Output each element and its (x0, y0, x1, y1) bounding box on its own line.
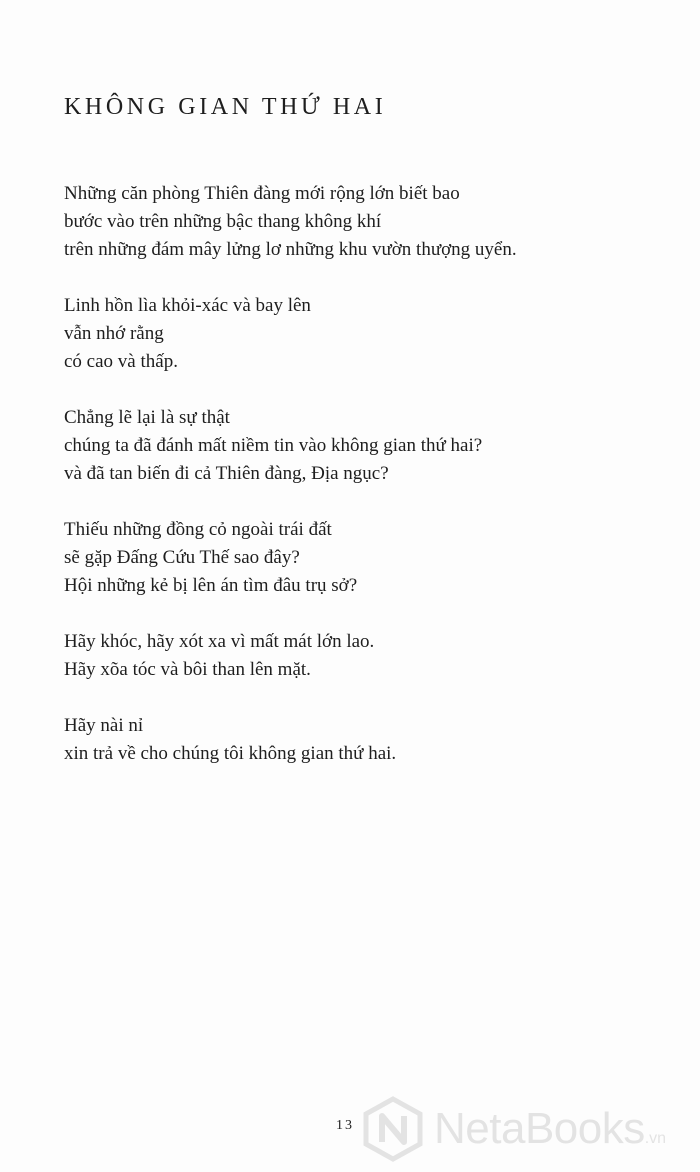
poem-line: Những căn phòng Thiên đàng mới rộng lớn biết bao (64, 183, 460, 204)
stanza-5 (64, 628, 664, 684)
poem-body (64, 180, 664, 796)
poem-line: có cao và thấp. (64, 351, 178, 372)
poem-line: Thiếu những đồng cỏ ngoài trái đất (64, 519, 332, 540)
watermark-brand-name: NetaBooks (434, 1104, 645, 1153)
poem-line: Hãy khóc, hãy xót xa vì mất mát lớn lao. (64, 631, 375, 652)
poem-line: sẽ gặp Đấng Cứu Thế sao đây? (64, 547, 300, 568)
netabooks-watermark (360, 1096, 690, 1166)
poem-line: Chẳng lẽ lại là sự thật (64, 407, 230, 428)
poem-line: xin trả về cho chúng tôi không gian thứ hai. (64, 743, 397, 764)
poem-line: chúng ta đã đánh mất niềm tin vào không gian thứ hai? (64, 435, 483, 456)
poem-line: Linh hồn lìa khỏi-xác và bay lên (64, 295, 311, 316)
watermark-brand (434, 1104, 666, 1154)
poem-line: trên những đám mây lửng lơ những khu vườn thượng uyển. (64, 239, 517, 260)
stanza-3 (64, 404, 664, 488)
poem-title: KHÔNG GIAN THỨ HAI (64, 94, 387, 120)
stanza-1 (64, 180, 664, 264)
watermark-domain-suffix: .vn (644, 1130, 667, 1147)
poem-line: Hãy xõa tóc và bôi than lên mặt. (64, 659, 311, 680)
poem-line: Hội những kẻ bị lên án tìm đâu trụ sở? (64, 575, 358, 596)
poem-line: và đã tan biến đi cả Thiên đàng, Địa ngục? (64, 463, 389, 484)
stanza-4 (64, 516, 664, 600)
stanza-2 (64, 292, 664, 376)
poem-line: bước vào trên những bậc thang không khí (64, 211, 382, 232)
netabooks-logo-icon (360, 1096, 426, 1162)
poem-line: Hãy nài nỉ (64, 715, 144, 736)
poem-line: vẫn nhớ rằng (64, 323, 164, 344)
page-number: 13 (336, 1118, 354, 1133)
stanza-6 (64, 712, 664, 768)
